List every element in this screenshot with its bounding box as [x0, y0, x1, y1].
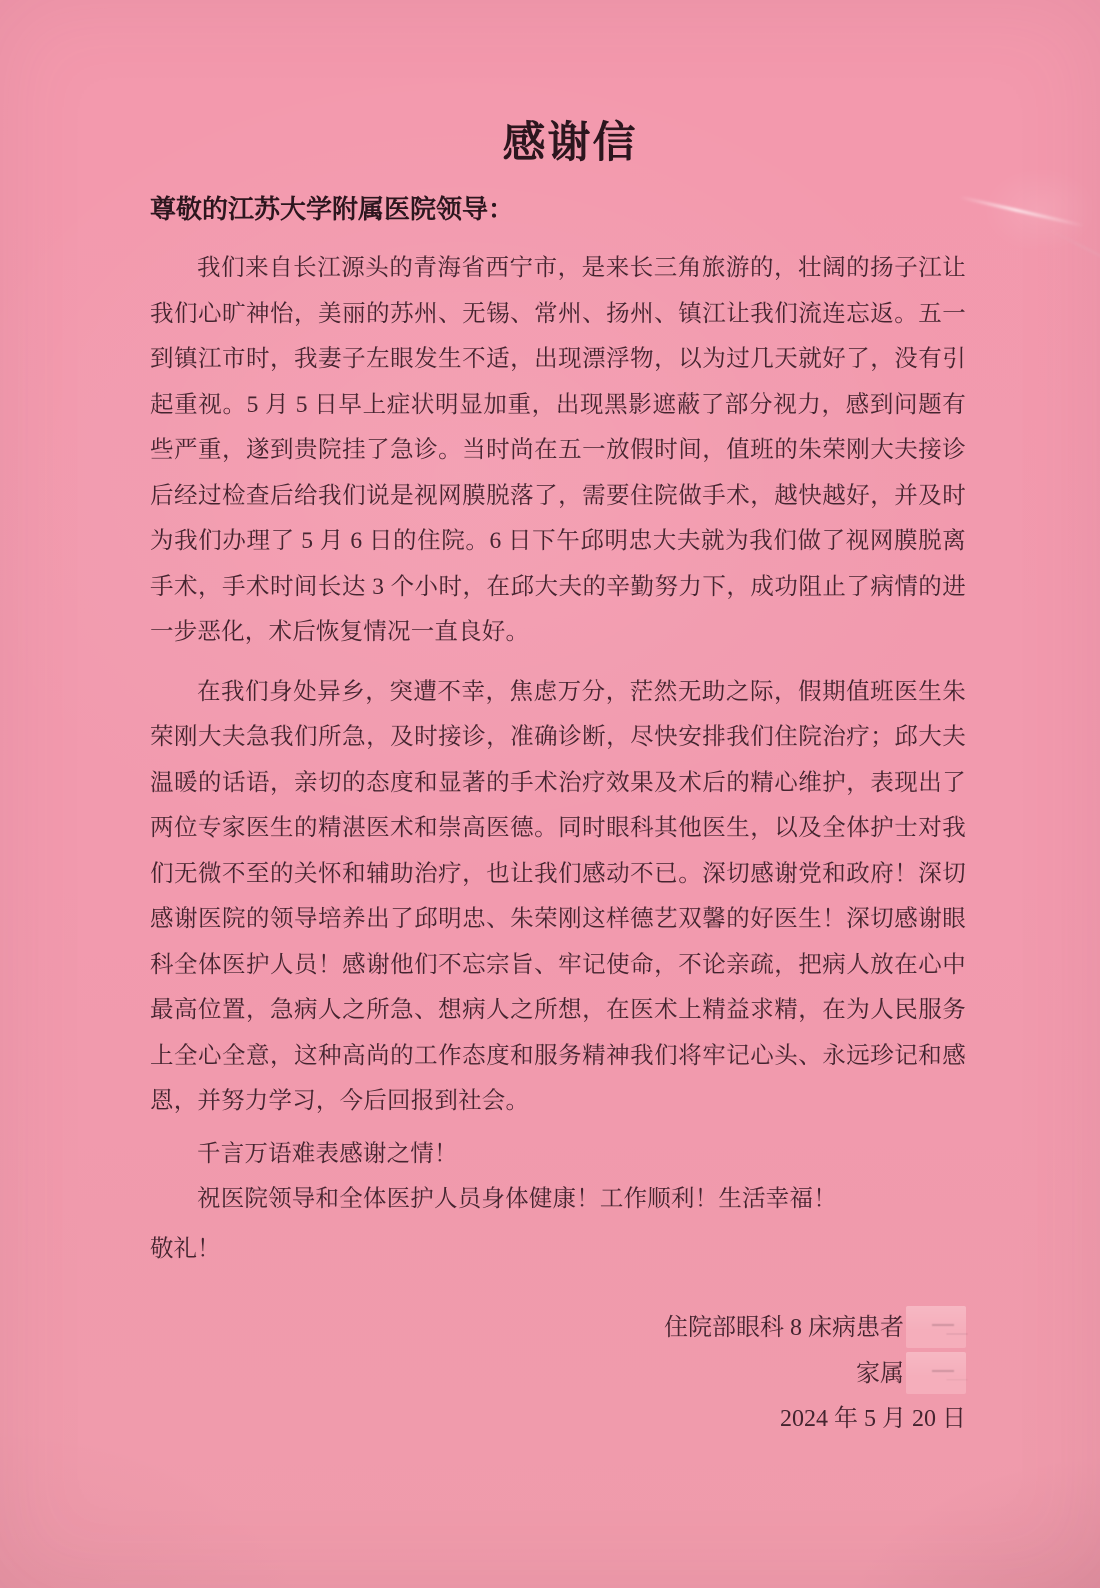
redacted-name-patch — [906, 1306, 966, 1348]
signature-family-line — [150, 1352, 966, 1398]
letter-paragraph: 在我们身处异乡，突遭不幸，焦虑万分，茫然无助之际，假期值班医生朱荣刚大夫急我们所急，及时接诊，准确诊断，尽快安排我们住院治疗；邱大夫温暖的话语，亲切的态度和显著的手术治疗效果及术后的精心维护，表现出了两位专家医生的精湛医术和崇高医德。同时眼科其他医生，以及全体护士对我们无微不至的关怀和辅助治疗，也让我们感动不已。深切感谢党和政府！深切感谢医院的领导培养出了邱明忠、朱荣刚这样德艺双馨的好医生！深切感谢眼科全体医护人员！感谢他们不忘宗旨、牢记使命，不论亲疏，把病人放在心中最高位置，急病人之所急、想病人之所想，在医术上精益求精，在为人民服务上全心全意，这种高尚的工作态度和服务精神我们将牢记心头、永远珍记和感恩，并努力学习，今后回报到社会。 — [150, 678, 966, 1114]
letter-title: 感谢信 — [502, 120, 638, 167]
salutation: 尊敬的江苏大学附属医院领导： — [150, 195, 515, 224]
signature-patient-label: 住院部眼科 8 床病患者 — [664, 1315, 904, 1341]
redacted-name-patch — [906, 1352, 966, 1394]
signature-block — [150, 1306, 966, 1443]
signature-date: 2024 年 5 月 20 日 — [780, 1406, 966, 1432]
letter-paragraph: 我们来自长江源头的青海省西宁市，是来长三角旅游的，壮阔的扬子江让我们心旷神怡，美丽的苏州、无锡、常州、扬州、镇江让我们流连忘返。五一到镇江市时，我妻子左眼发生不适，出现漂浮物，以为过几天就好了，没有引起重视。5 月 5 日早上症状明显加重，出现黑影遮蔽了部分视力，感到问题有些严重，遂到贵院挂了急诊。当时尚在五一放假时间，值班的朱荣刚大夫接诊后经过检查后给我们说是视网膜脱落了，需要住院做手术，越快越好，并及时为我们办理了 5 月 6 日的住院。6 日下午邱明忠大夫就为我们做了视网膜脱离手术，手术时间长达 3 个小时，在邱大夫的辛勤努力下，成功阻止了病情的进一步恶化，术后恢复情况一直良好。 — [150, 255, 966, 645]
signature-patient-line — [150, 1306, 966, 1352]
closing-line: 祝医院领导和全体医护人员身体健康！工作顺利！生活幸福！ — [197, 1186, 837, 1212]
signature-family-label: 家属 — [856, 1360, 904, 1387]
closing-line: 千言万语难表感谢之情！ — [197, 1140, 458, 1167]
salute-line: 敬礼！ — [150, 1235, 221, 1262]
